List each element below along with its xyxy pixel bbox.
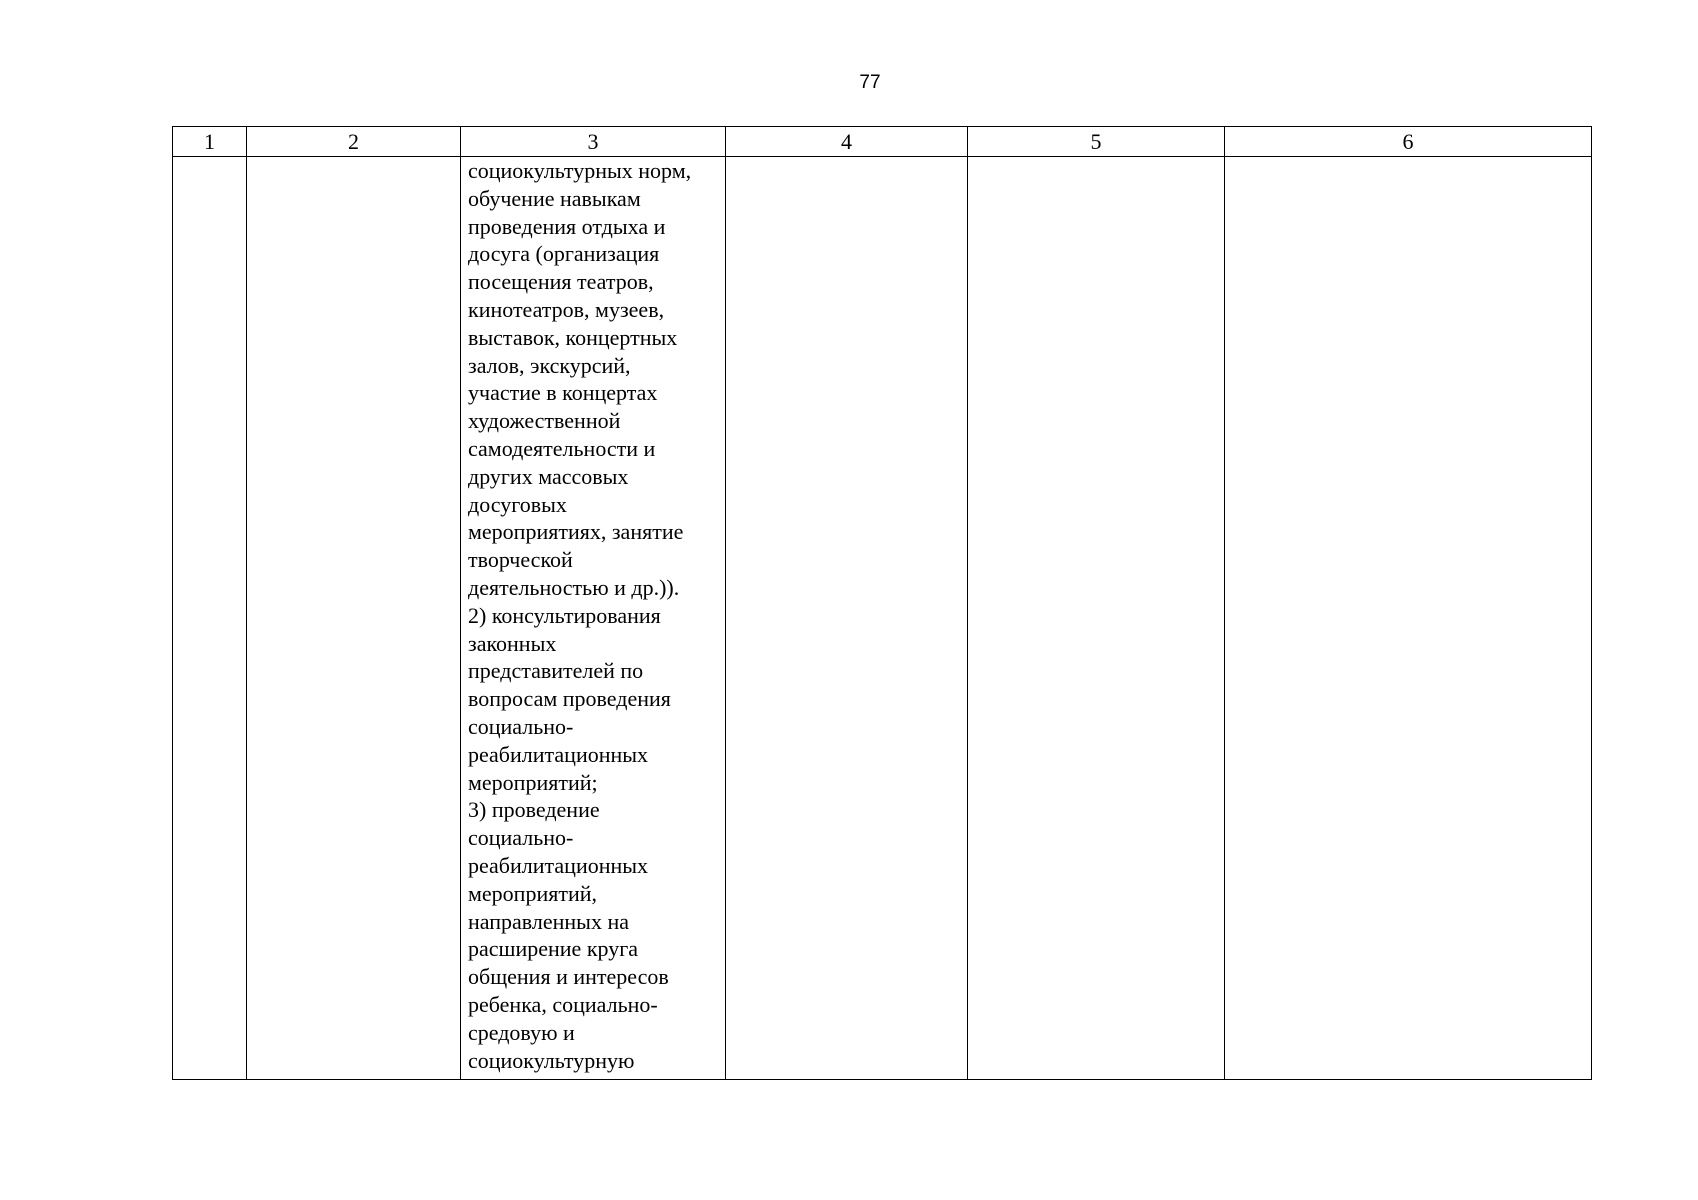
column-header-5: 5 [968,127,1225,157]
text-line: мероприятий, [468,880,598,906]
text-line: других массовых [468,463,629,489]
text-line: реабилитационных [468,741,649,767]
text-line: общения и интересов [468,964,669,990]
column-header-1: 1 [173,127,247,157]
text-line: мероприятиях, занятие [468,519,684,545]
text-line: вопросам проведения [468,686,671,712]
text-line: деятельностью и др.)). [468,574,680,600]
text-line: направленных на [468,908,629,934]
service-description-text [461,157,725,1074]
text-line: кинотеатров, музеев, [468,296,665,322]
document-table [172,126,1592,1080]
text-line: проведения отдыха и [468,213,666,239]
text-line: самодеятельности и [468,435,656,461]
column-header-6: 6 [1225,127,1592,157]
text-line: художественной [468,408,621,434]
column-header-2: 2 [247,127,461,157]
text-line: социокультурных норм, [468,158,692,183]
text-line: досуга (организация [468,241,660,267]
cell-col3 [461,157,726,1080]
text-line: выставок, концертных [468,324,678,350]
text-line: обучение навыкам [468,185,641,211]
page-number: 77 [859,72,881,93]
text-line: творческой [468,547,573,573]
text-line: мероприятий; [468,769,598,795]
text-line: залов, экскурсий, [468,352,631,378]
header-row [173,127,1592,157]
text-line: 3) проведение [468,797,600,823]
column-header-4: 4 [726,127,968,157]
column-header-3: 3 [461,127,726,157]
text-line: посещения театров, [468,269,654,295]
table-body [173,157,1592,1080]
text-line: представителей по [468,658,644,684]
cell-col1 [173,157,247,1080]
text-line: досуговых [468,491,567,517]
text-line: средовую и [468,1019,575,1045]
text-line: социокультурную [468,1047,635,1073]
text-line: расширение круга [468,936,639,962]
text-line: законных [468,630,557,656]
cell-col5 [968,157,1225,1080]
text-line: участие в концертах [468,380,658,406]
text-line: социально- [468,713,574,739]
text-line: 2) консультирования [468,602,661,628]
text-line: ребенка, социально- [468,991,658,1017]
table-row [173,157,1592,1080]
cell-col2 [247,157,461,1080]
text-line: социально- [468,825,574,851]
cell-col6 [1225,157,1592,1080]
table-header [173,127,1592,157]
text-line: реабилитационных [468,852,649,878]
cell-col4 [726,157,968,1080]
